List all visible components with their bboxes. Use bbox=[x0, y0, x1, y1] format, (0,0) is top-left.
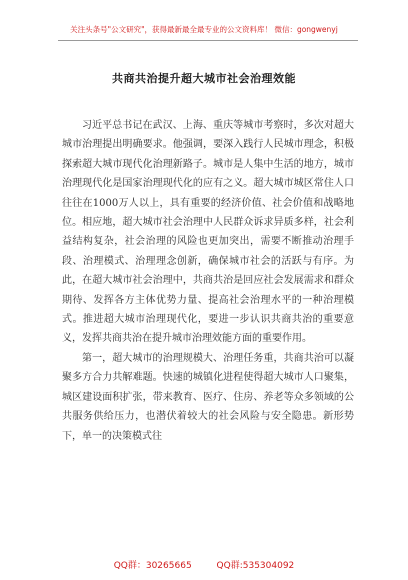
header-banner: 关注头条号"公文研究"，获得最新最全最专业的公文资料库！ 微信：gongwenyj bbox=[70, 25, 338, 34]
document-body bbox=[62, 116, 354, 446]
body-paragraph: 习近平总书记在武汉、上海、重庆等城市考察时，多次对超大城市治理提出明确要求。他强调，要深入践行人民城市理念，积极探索超大城市现代化治理新路子。城市是人集中生活的地方，城市治理现代化是国家治理现代化的应有之义。超大城市城区常住人口往往在1000万人以上，具有重要的经济价值、社会价值和战略地位。相应地，超大城市社会治理中人民群众诉求异质多样，社会利益结构复杂，社会治理的风险也更加突出，需要不断推动治理手段、治理模式、治理理念创新，确保城市社会的活跃与有序。为此，在超大城市社会治理中，共商共治是回应社会发展需求和群众期待、发挥各方主体优势力量、提高社会治理水平的一种治理模式。推进超大城市治理现代化，要进一步认识共商共治的重要意义，发挥共商共治在提升城市治理效能方面的重要作用。 bbox=[62, 120, 354, 345]
document-title: 共商共治提升超大城市社会治理效能 bbox=[112, 72, 296, 85]
header-divider bbox=[58, 40, 358, 41]
footer-bar bbox=[0, 558, 408, 571]
body-paragraph: 第一，超大城市的治理规模大、治理任务重，共商共治可以凝聚多方合力共解难题。快速的城镇化进程使得超大城市人口聚集，城区建设面积扩张，带来教育、医疗、住房、养老等众多领域的公共服务供给压力，也潜伏着较大的社会风险与安全隐患。新形势下，单一的决策模式往 bbox=[62, 352, 354, 442]
footer-qq-group-1: QQ群：30265665 bbox=[113, 561, 192, 571]
footer-qq-group-2: QQ群:535304092 bbox=[216, 561, 295, 571]
